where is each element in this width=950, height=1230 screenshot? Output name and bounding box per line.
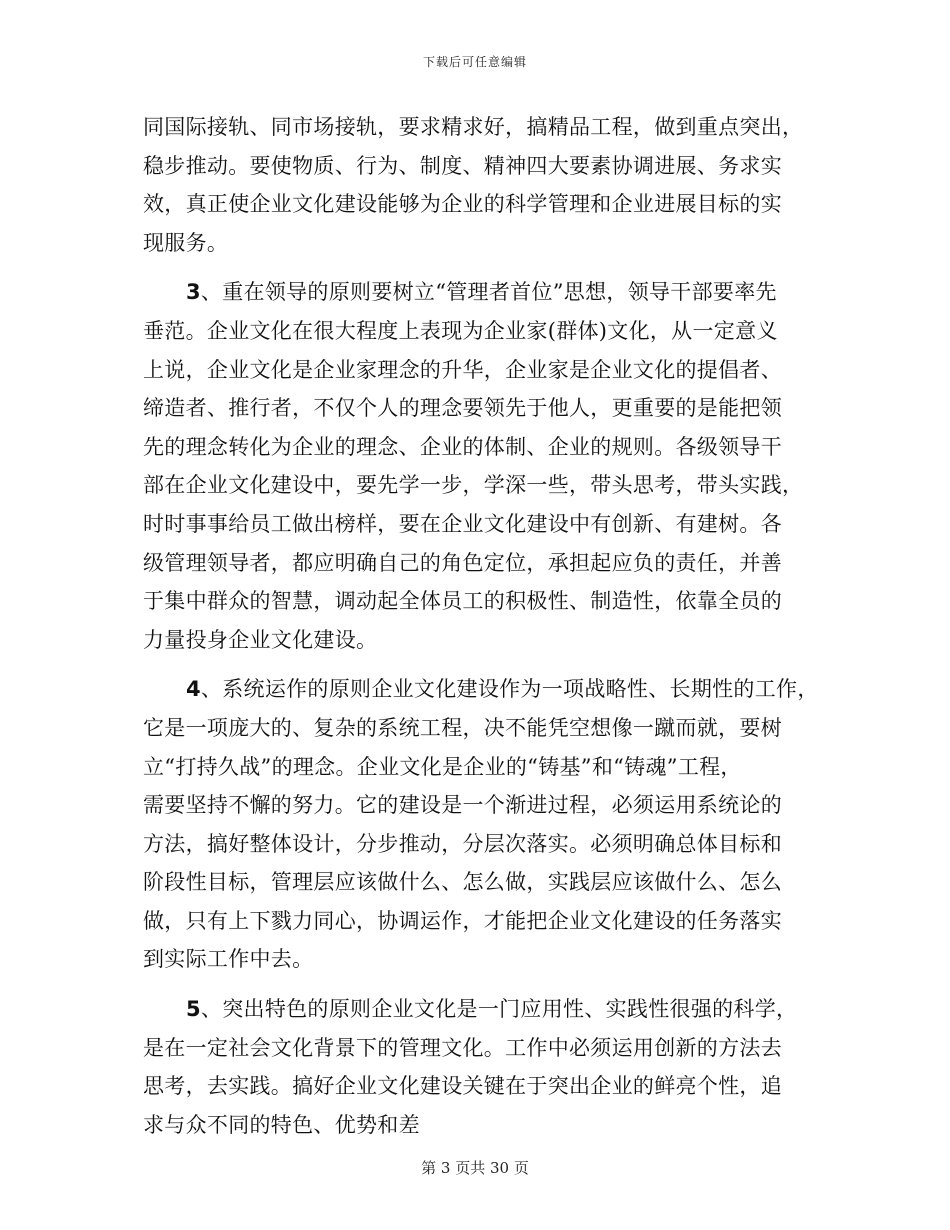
- text-line: 立“打持久战”的理念。企业文化是企业的“铸基”和“铸魂”工程，: [143, 754, 742, 779]
- paragraph-principle-4: [143, 670, 823, 979]
- page-header: 下载后可任意编辑: [422, 55, 527, 69]
- text-line: 阶段性目标，管理层应该做什么、怎么做，实践层应该做什么、怎么: [143, 870, 782, 895]
- text-line: 垂范。企业文化在很大程度上表现为企业家(群体)文化，从一定意义: [143, 318, 778, 343]
- text-line: [143, 273, 823, 312]
- paragraph-principle-5: [143, 990, 823, 1144]
- text-line: 是在一定社会文化背景下的管理文化。工作中必须运用创新的方法去: [143, 1035, 782, 1060]
- text-line: 思考，去实践。搞好企业文化建设关键在于突出企业的鲜亮个性，追: [143, 1074, 782, 1099]
- text-line: 于集中群众的智慧，调动起全体员工的积极性、制造性，依靠全员的: [143, 589, 782, 614]
- page-footer: 第 3 页共 30 页: [421, 1159, 529, 1177]
- text-line: 稳步推动。要使物质、行为、制度、精神四大要素协调进展、务求实: [143, 153, 782, 178]
- item-number: 5: [186, 997, 201, 1022]
- text-line: 同国际接轨、同市场接轨，要求精求好，搞精品工程，做到重点突出，: [143, 115, 804, 139]
- text-line: 效，真正使企业文化建设能够为企业的科学管理和企业进展目标的实: [143, 192, 782, 217]
- text-line: 时时事事给员工做出榜样，要在企业文化建设中有创新、有建树。各: [143, 511, 782, 536]
- paragraph-continuation: [143, 108, 823, 262]
- text-line-content: 、重在领导的原则要树立“管理者首位”思想，领导干部要率先: [200, 280, 777, 305]
- text-line: 它是一项庞大的、复杂的系统工程，决不能凭空想像一蹴而就，要树: [143, 715, 782, 740]
- text-line: 求与众不同的特色、优势和差: [143, 1112, 420, 1137]
- paragraph-principle-3: [143, 273, 823, 659]
- text-line: [143, 670, 823, 709]
- text-line: 先的理念转化为企业的理念、企业的体制、企业的规则。各级领导干: [143, 434, 782, 459]
- text-line: [143, 990, 823, 1029]
- document-body: [143, 108, 823, 1144]
- text-line: 力量投身企业文化建设。: [143, 627, 378, 652]
- text-line-content: 、突出特色的原则企业文化是一门应用性、实践性很强的科学，: [200, 997, 798, 1022]
- text-line: 现服务。: [143, 230, 229, 255]
- text-line: 上说，企业文化是企业家理念的升华，企业家是企业文化的提倡者、: [143, 357, 782, 382]
- text-line: 级管理领导者，都应明确自己的角色定位，承担起应负的责任，并善: [143, 550, 782, 575]
- text-line: 需要坚持不懈的努力。它的建设是一个渐进过程，必须运用系统论的: [143, 793, 782, 818]
- text-line: 做，只有上下戮力同心，协调运作，才能把企业文化建设的任务落实: [143, 908, 782, 933]
- item-number: 3: [186, 280, 201, 305]
- text-line: 到实际工作中去。: [143, 947, 314, 972]
- text-line: 部在企业文化建设中，要先学一步，学深一些，带头思考，带头实践，: [143, 473, 804, 498]
- text-line: 缔造者、推行者，不仅个人的理念要领先于他人，更重要的是能把领: [143, 396, 782, 421]
- text-line: 方法，搞好整体设计，分步推动，分层次落实。必须明确总体目标和: [143, 831, 782, 856]
- text-line-content: 、系统运作的原则企业文化建设作为一项战略性、长期性的工作，: [200, 677, 819, 702]
- item-number: 4: [186, 677, 201, 702]
